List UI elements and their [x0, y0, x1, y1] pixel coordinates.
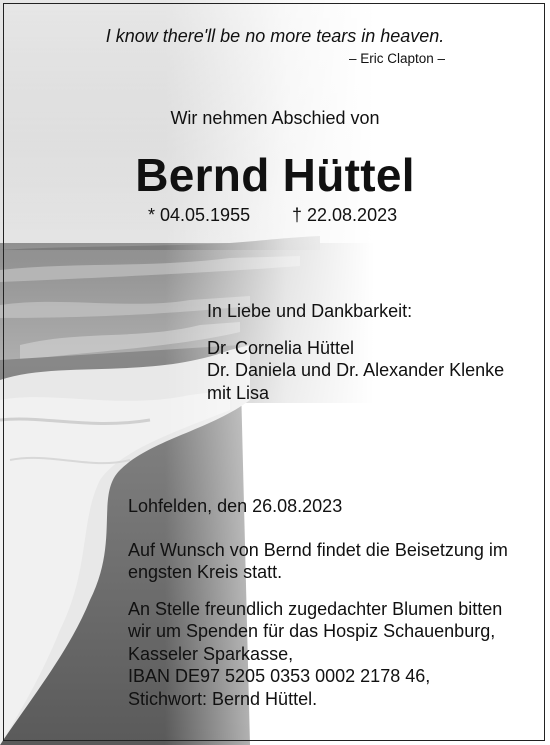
burial-line: engsten Kreis statt.: [128, 562, 283, 582]
donation-line: wir um Spenden für das Hospiz Schauenburg,: [128, 621, 496, 641]
quote-author: – Eric Clapton –: [349, 51, 446, 66]
burial-notice: [128, 539, 508, 584]
donation-line: Kasseler Sparkasse,: [128, 643, 294, 664]
birth-date: * 04.05.1955: [148, 205, 251, 225]
donation-line: An Stelle freundlich zugedachter Blumen bitten: [128, 598, 503, 619]
death-date: † 22.08.2023: [292, 205, 398, 225]
family-member: Dr. Cornelia Hüttel: [207, 337, 355, 358]
deceased-name: Bernd Hüttel: [135, 149, 415, 201]
place-date: Lohfelden, den 26.08.2023: [128, 496, 343, 516]
family-heading: In Liebe und Dankbarkeit:: [207, 301, 413, 321]
family-member: mit Lisa: [207, 382, 270, 403]
donation-notice: [128, 598, 508, 711]
burial-line: Auf Wunsch von Bernd findet die Beisetzung im: [128, 539, 508, 560]
family-member: Dr. Daniela und Dr. Alexander Klenke: [207, 360, 505, 380]
intro-text: Wir nehmen Abschied von: [170, 108, 380, 128]
family-block: [207, 300, 504, 404]
info-block: [128, 495, 508, 724]
quote-text: I know there'll be no more tears in heaven.: [105, 26, 445, 46]
iban-line: IBAN DE97 5205 0353 0002 2178 46,: [128, 666, 431, 686]
keyword-line: Stichwort: Bernd Hüttel.: [128, 688, 318, 709]
